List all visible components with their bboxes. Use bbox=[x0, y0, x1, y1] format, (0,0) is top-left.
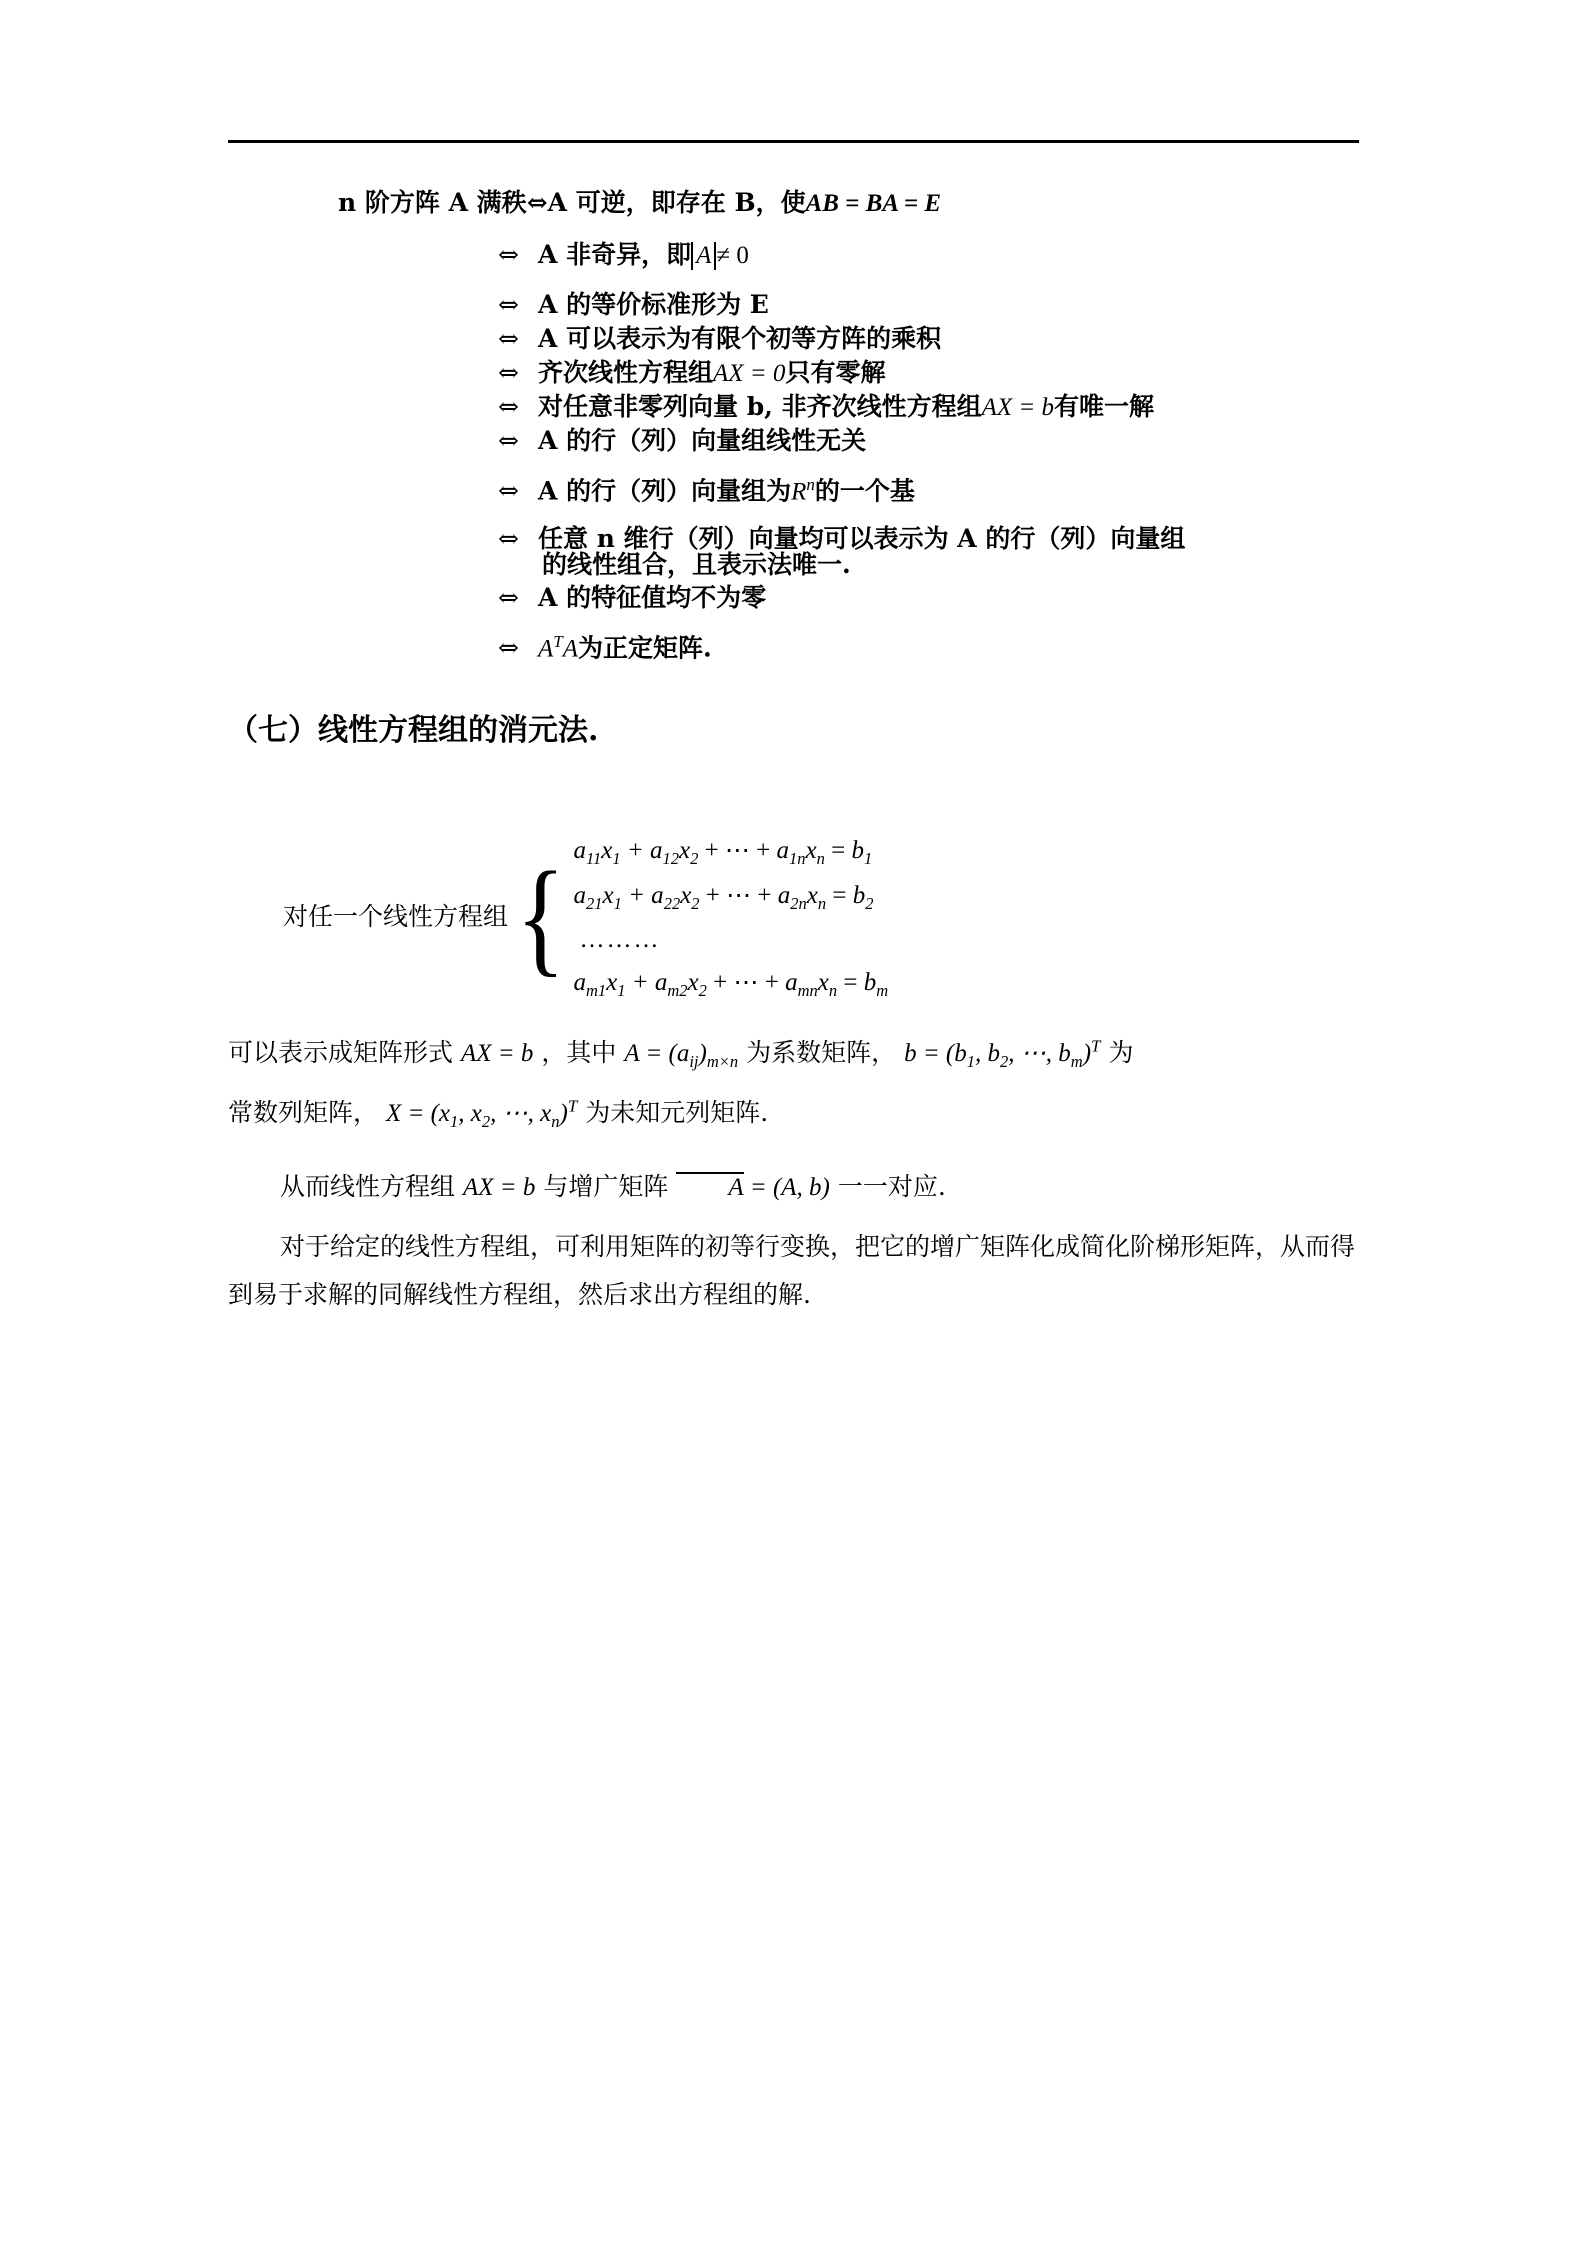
equiv-text-b: 的一个基 bbox=[814, 475, 915, 505]
equivalence-item-basis bbox=[498, 476, 1368, 504]
equiv-tail: 有唯一解 bbox=[1054, 391, 1155, 421]
equiv-text: A 的特征值均不为零 bbox=[538, 582, 767, 612]
equiv-text: A 的行（列）向量组线性无关 bbox=[538, 425, 867, 455]
p3-text-2: 与增广矩阵 bbox=[543, 1171, 669, 1201]
equiv-symbol: ⇔ bbox=[498, 240, 519, 269]
p1-text-3: 为系数矩阵， bbox=[746, 1038, 897, 1068]
p2-text-1: 常数列矩阵， bbox=[228, 1098, 379, 1128]
paragraph-augmented-correspondence bbox=[228, 1163, 1368, 1213]
linear-system-label: 对任一个线性方程组 bbox=[283, 902, 509, 932]
p3-text-1: 从而线性方程组 bbox=[280, 1171, 456, 1201]
equiv-symbol: ⇔ bbox=[498, 289, 519, 319]
equation-row-ellipsis: ……… bbox=[579, 925, 661, 953]
equivalence-item-independent bbox=[498, 425, 1368, 455]
equiv-symbol: ⇔ bbox=[498, 357, 519, 387]
equiv-math: AX = 0 bbox=[713, 359, 786, 387]
equation-list bbox=[573, 829, 888, 1005]
lead-prefix: n 阶方阵 A 满秩 bbox=[338, 188, 527, 217]
equiv-text: A 非奇异，即 bbox=[538, 240, 692, 269]
lead-math: AB = BA = E bbox=[805, 190, 942, 217]
p1-math-constant-vector: $b = (b_1$, $b_2$, ⋯, $b_m)^T$ bbox=[904, 1036, 1101, 1072]
equiv-symbol: ⇔ bbox=[498, 391, 519, 421]
p2-text-2: 为未知元列矩阵. bbox=[585, 1098, 769, 1128]
lead-symbol: ⇔ bbox=[526, 188, 548, 217]
equiv-line-2: 的线性组合，且表示法唯一. bbox=[542, 549, 851, 579]
equivalence-item-positive-definite bbox=[498, 633, 1368, 661]
equivalence-item-nonhomogeneous bbox=[498, 391, 1368, 421]
equiv-math-r: R bbox=[791, 477, 807, 505]
lead-text: A 可逆，即存在 B，使 bbox=[547, 188, 806, 217]
equiv-tail: 为正定矩阵. bbox=[578, 633, 712, 663]
equation-row-2: $a_{21}x_1 + a_{22}x_2$ + ⋯ + $a_{2n}x_n = b_2$ bbox=[573, 881, 874, 913]
p4-line-1: 对于给定的线性方程组，可利用矩阵的初等行变换，把它的增广矩阵化成简化阶 bbox=[280, 1231, 1156, 1261]
equivalence-item-elementary-product bbox=[498, 323, 1368, 353]
determinant-abs: A bbox=[691, 242, 716, 270]
equiv-tail: 只有零解 bbox=[785, 357, 886, 387]
p3-text-3: 一一对应. bbox=[837, 1171, 946, 1201]
paragraph-unknown-vector bbox=[228, 1089, 1368, 1139]
equivalence-block bbox=[338, 190, 1368, 661]
equiv-text: 齐次线性方程组 bbox=[538, 357, 714, 387]
equiv-text: A 的等价标准形为 E bbox=[538, 289, 769, 319]
paragraph-matrix-form bbox=[228, 1029, 1368, 1079]
p1-math-ax-b: AX = b bbox=[460, 1040, 534, 1068]
equivalence-lead-line bbox=[338, 190, 1368, 216]
equiv-symbol: ⇔ bbox=[498, 323, 519, 353]
equiv-symbol: ⇔ bbox=[498, 523, 519, 553]
equivalence-item-spanning bbox=[498, 523, 1368, 579]
equiv-symbol: ⇔ bbox=[498, 425, 519, 455]
equiv-symbol: ⇔ bbox=[498, 582, 519, 612]
equiv-math-a2: A bbox=[562, 635, 579, 663]
equivalence-item-homogeneous bbox=[498, 357, 1368, 387]
equivalence-item-canonical-form bbox=[498, 289, 1368, 319]
p1-text-4: 为 bbox=[1108, 1038, 1134, 1068]
p1-text-1: 可以表示成矩阵形式 bbox=[228, 1038, 454, 1068]
page-content bbox=[228, 190, 1368, 1320]
section-heading: （七）线性方程组的消元法. bbox=[228, 713, 599, 749]
equiv-math-transpose: T bbox=[553, 631, 563, 651]
equiv-math-tail: ≠ 0 bbox=[716, 242, 749, 269]
equivalence-item-nonsingular bbox=[498, 242, 1368, 270]
equiv-text: 对任意非零列向量 b, 非齐次线性方程组 bbox=[538, 391, 982, 421]
equivalence-item-eigenvalues bbox=[498, 582, 1368, 612]
p4-line-2: 梯形矩阵，从而得到易于求解的同解线性方程组，然后求出方程组的解. bbox=[228, 1231, 1356, 1310]
linear-system-figure bbox=[228, 829, 1368, 1005]
equiv-math-at: A bbox=[538, 635, 554, 663]
equiv-text-a: A 的行（列）向量组为 bbox=[538, 475, 792, 505]
equiv-text: A 可以表示为有限个初等方阵的乘积 bbox=[538, 323, 942, 353]
equation-row-m: $a_{m1}x_1 + a_{m2}x_2$ + ⋯ + $a_{mn}x_n = b_m$ bbox=[573, 968, 889, 1000]
equiv-line-1: 任意 n 维行（列）向量均可以表示为 A 的行（列）向量组 bbox=[538, 523, 1186, 553]
equiv-symbol: ⇔ bbox=[498, 475, 519, 505]
equiv-symbol: ⇔ bbox=[498, 633, 519, 663]
equiv-math-r-exponent: n bbox=[806, 474, 815, 494]
p2-math-unknown-vector: $X = (x_1$, $x_2$, ⋯, $x_n)^T$ bbox=[385, 1096, 578, 1132]
header-rule bbox=[228, 140, 1359, 143]
p1-math-coefficient-matrix: $A = (a_{ij})_{m\times n}$ bbox=[624, 1040, 739, 1072]
equiv-math: AX = b bbox=[981, 393, 1055, 421]
p3-math-ax-b: AX = b bbox=[462, 1173, 536, 1201]
paragraph-elimination-method bbox=[228, 1223, 1368, 1321]
equation-row-1: $a_{11}x_1 + a_{12}x_2$ + ⋯ + $a_{1n}x_n = b_1$ bbox=[573, 837, 873, 869]
p3-math-augmented: A = (A, b) bbox=[676, 1172, 830, 1201]
p1-text-2: ，其中 bbox=[541, 1038, 617, 1068]
left-brace: { bbox=[516, 846, 566, 989]
